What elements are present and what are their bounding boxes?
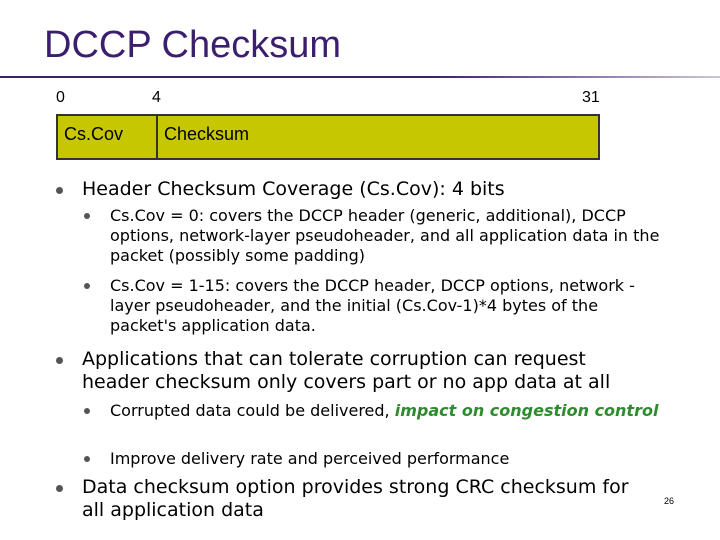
field-checksum: Checksum	[164, 124, 250, 144]
bullet-dot	[84, 456, 90, 462]
bullet-dot	[84, 213, 90, 219]
bit-label-4: 4	[152, 89, 161, 106]
bullet-dot	[84, 408, 90, 414]
bullet-dot	[56, 187, 63, 194]
slide-title: DCCP Checksum	[44, 24, 342, 66]
field-cscov: Cs.Cov	[64, 124, 124, 144]
bullet-text: Data checksum option provides strong CRC checksum for all application data	[82, 476, 629, 521]
bit-label-31: 31	[582, 89, 600, 106]
header-field-row	[56, 114, 600, 160]
bullet-dot	[84, 283, 90, 289]
sub-bullet-text: Cs.Cov = 1-15: covers the DCCP header, DCCP options, network -layer pseudoheader, and the initial (Cs.Cov-1)*4 bytes of the packet's application data.	[110, 276, 635, 335]
bullet-text: Header Checksum Coverage (Cs.Cov): 4 bits	[82, 178, 505, 200]
sub-bullet-emphasis: impact on congestion control	[394, 401, 659, 420]
sub-bullet-text: Improve delivery rate and perceived performance	[110, 449, 510, 468]
sub-bullet-text	[110, 401, 666, 421]
page-number: 26	[664, 496, 675, 506]
title-underline	[0, 76, 720, 78]
bullet-dot	[56, 485, 63, 492]
field-divider	[156, 116, 158, 158]
bit-label-0: 0	[56, 89, 65, 106]
sub-bullet-plain: Corrupted data could be delivered,	[110, 401, 395, 420]
bullet-text: Applications that can tolerate corruption can request header checksum only covers part or no app data at all	[82, 348, 611, 393]
sub-bullet-text: Cs.Cov = 0: covers the DCCP header (generic, additional), DCCP options, network-layer pseudoheader, and all application data in the packet (possibly some padding)	[110, 206, 660, 265]
bullet-dot	[56, 357, 63, 364]
